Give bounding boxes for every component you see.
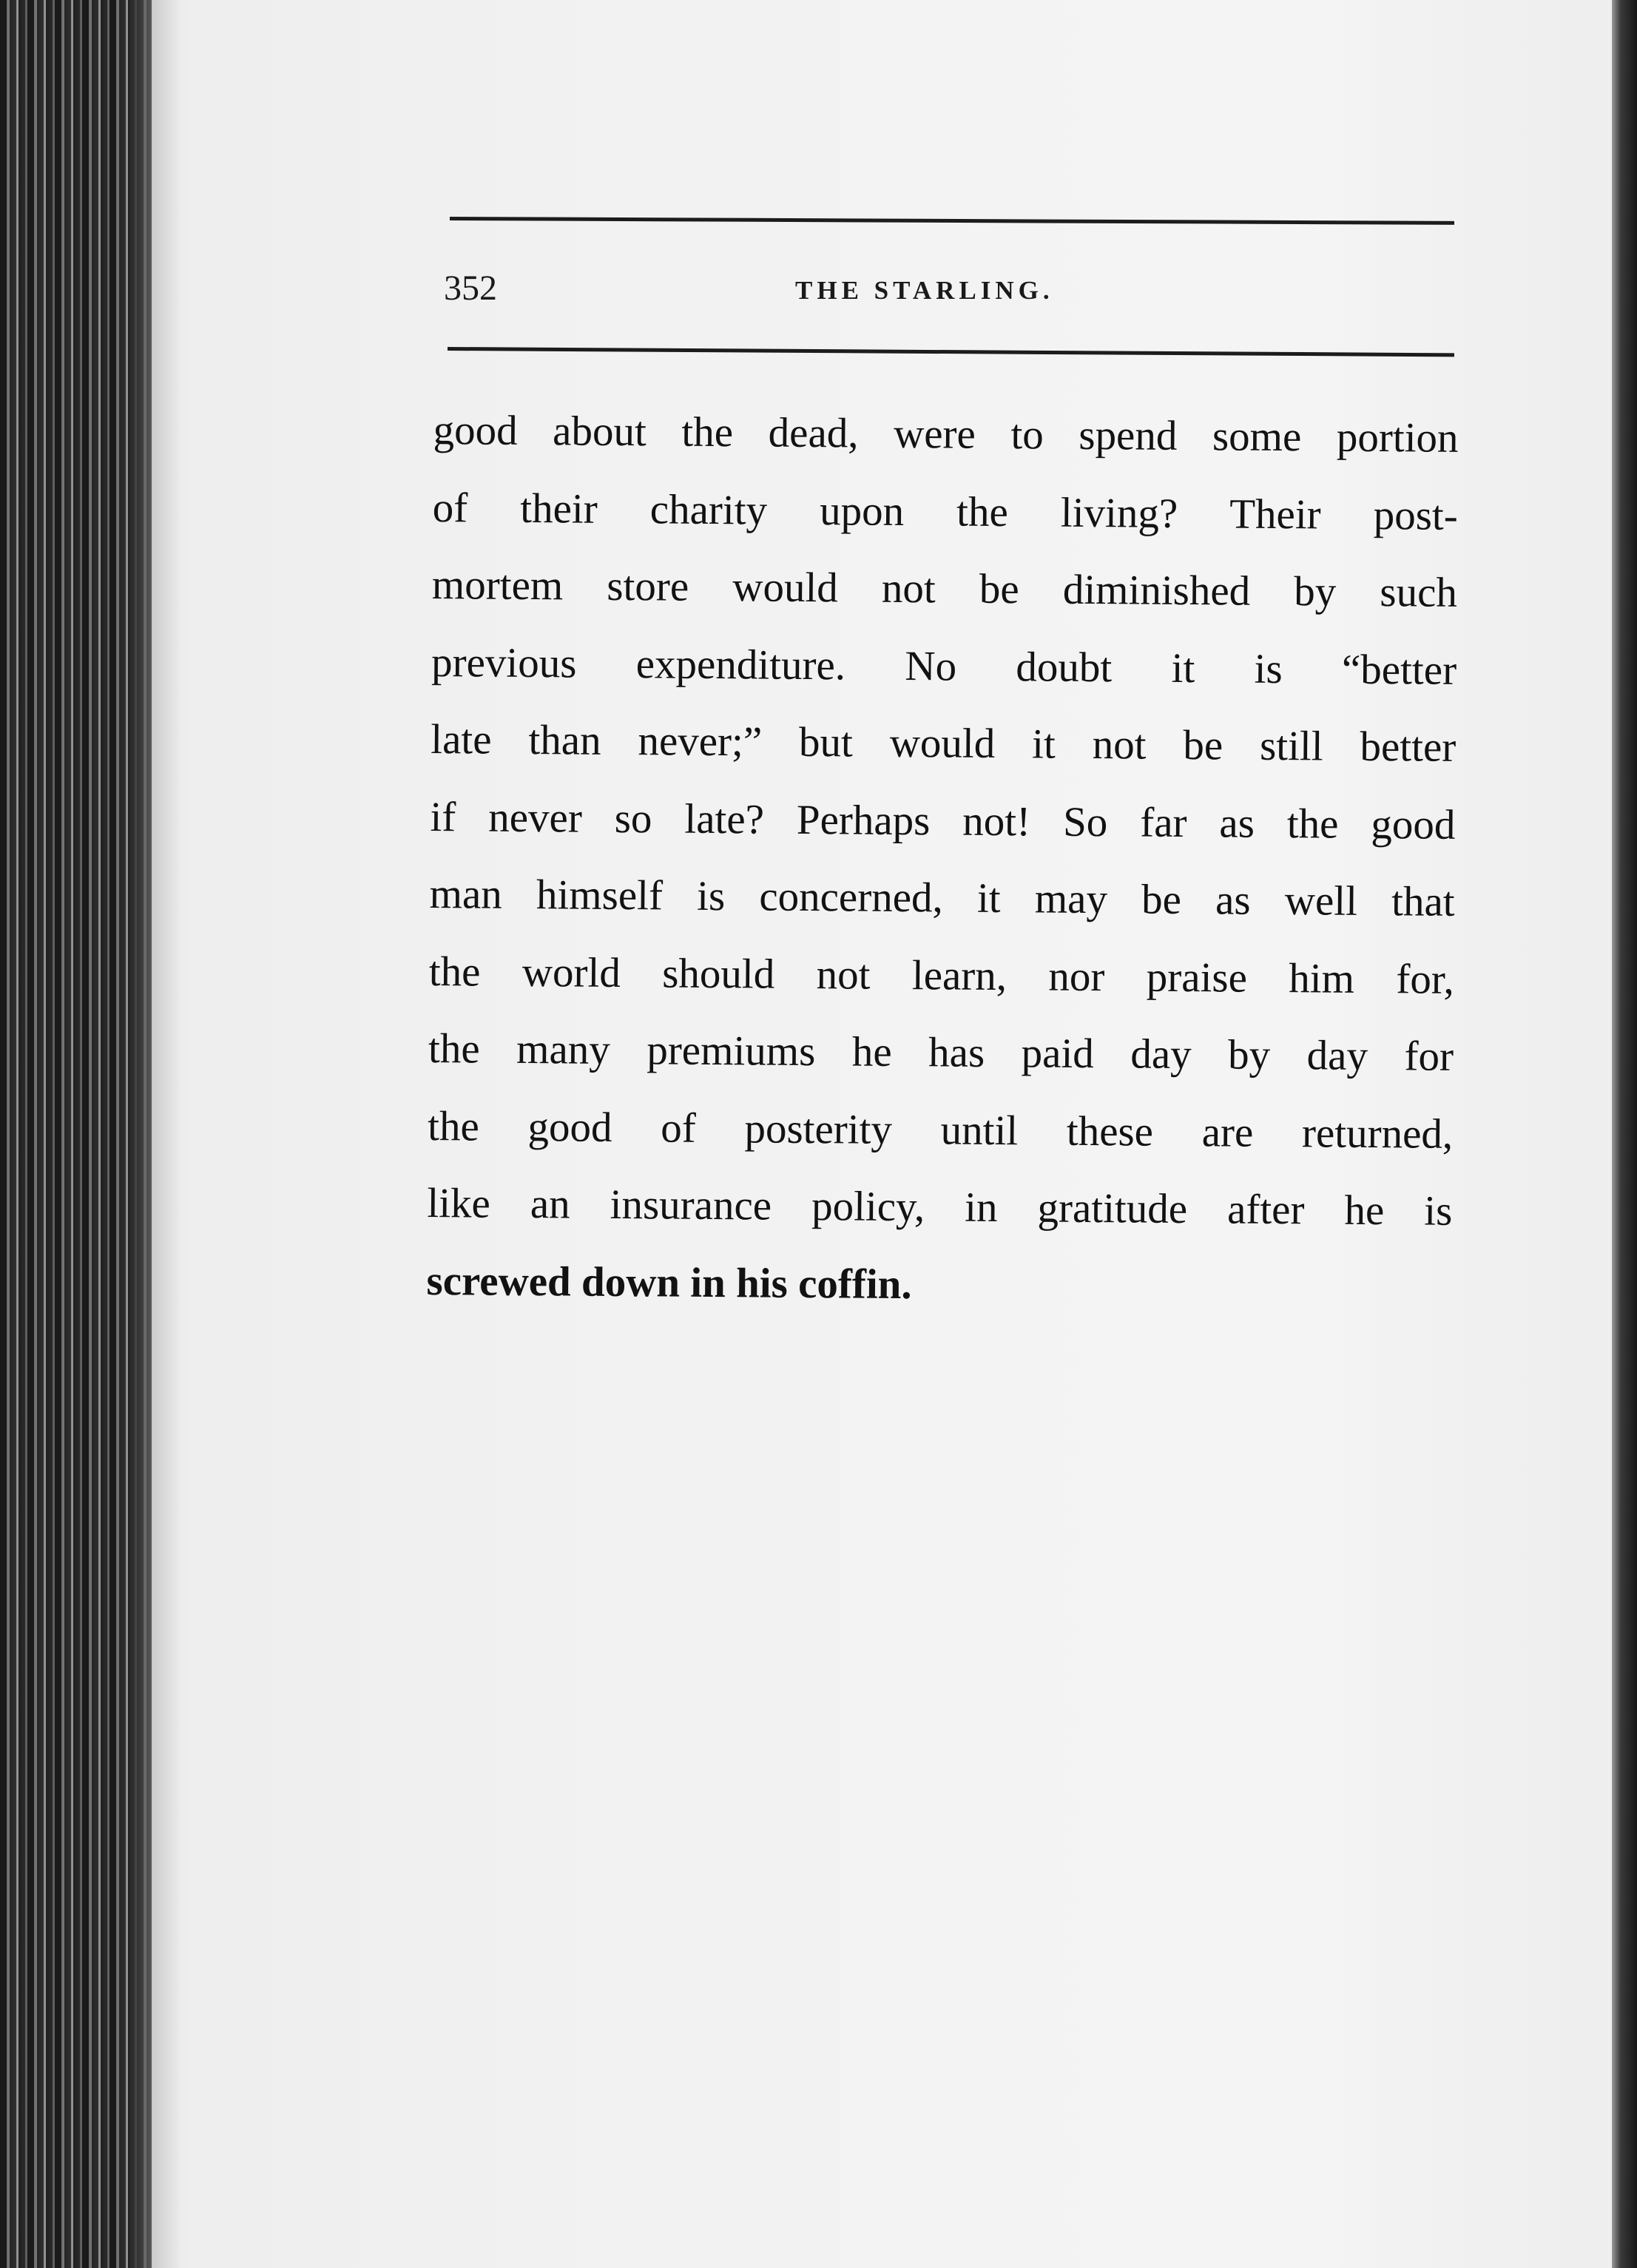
header-rule-bottom — [448, 347, 1454, 357]
right-page-edge — [1612, 0, 1637, 2268]
text-line: like an insurance policy, in gratitude after he is — [427, 1179, 1453, 1235]
spine-shadow — [129, 0, 181, 2268]
text-line: previous expenditure. No doubt it is “better — [431, 638, 1457, 694]
text-line: late than never;” but would it not be still better — [431, 715, 1457, 771]
text-line: mortem store would not be diminished by such — [431, 561, 1458, 616]
body-text — [426, 392, 1459, 1328]
text-line: of their charity upon the living? Their post- — [432, 484, 1458, 539]
text-line: man himself is concerned, it may be as well that — [429, 870, 1455, 925]
running-head — [444, 266, 1457, 318]
header-rule-top — [450, 217, 1454, 225]
text-line: good about the dead, were to spend some portion — [433, 406, 1459, 462]
page-number: 352 — [444, 269, 497, 308]
text-line: the many premiums he has paid day by day for — [428, 1025, 1454, 1080]
text-line-final: screwed down in his coffin. — [426, 1257, 912, 1308]
running-title: THE STARLING. — [795, 276, 1054, 305]
text-line: the world should not learn, nor praise him for, — [428, 948, 1455, 1003]
text-line: the good of posterity until these are returned, — [427, 1102, 1454, 1158]
text-line: if never so late? Perhaps not! So far as the good — [430, 793, 1456, 848]
